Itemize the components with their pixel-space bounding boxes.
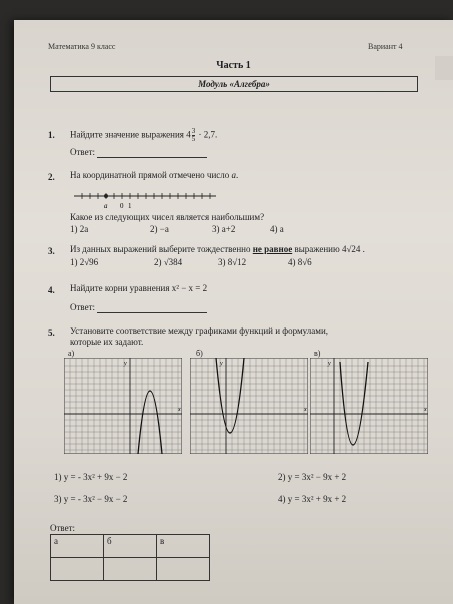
graph-b-label: б) (196, 349, 203, 358)
question-1-text (70, 128, 217, 143)
question-2-prompt: На координатной прямой отмечено число (70, 170, 230, 180)
parabola-curve (340, 362, 368, 445)
question-3-text (70, 244, 365, 254)
question-4-answer (70, 302, 207, 313)
question-5-line-1: Установите соответствие между графиками функций и формулами, (70, 326, 329, 336)
question-3-emphasis: не равное (252, 244, 293, 254)
axis-label-1: 1 (128, 202, 132, 210)
y-axis-label: y (328, 361, 331, 367)
option-2[interactable]: 2) −a (150, 224, 169, 234)
formula-2: 2) y = 3x² − 9x + 2 (278, 472, 347, 482)
question-2-text: На координатной прямой отмечено число a. (70, 170, 239, 180)
answer-line[interactable] (97, 147, 207, 158)
graph-c-label: в) (314, 349, 321, 358)
module-title: Модуль «Алгебра» (50, 76, 418, 92)
x-axis-label: x (178, 407, 181, 413)
point-a (104, 194, 108, 198)
worksheet-page (14, 20, 453, 604)
fraction-numerator: 3 (191, 127, 196, 135)
graph-a-label: а) (68, 349, 75, 358)
question-5-answer-label: Ответ: (50, 523, 76, 533)
graph-a (64, 358, 182, 454)
question-5-line-2: которые их задают. (70, 337, 144, 347)
question-2-variable: a (231, 170, 236, 180)
option-3[interactable]: 3) 8√12 (218, 257, 247, 267)
answer-table-input-row (51, 558, 210, 581)
header-subject: Математика 9 класс (48, 42, 116, 51)
axis-label-0: 0 (120, 202, 124, 210)
question-1-fraction (192, 128, 196, 143)
question-2-question: Какое из следующих чисел является наибольшим? (70, 212, 265, 222)
graph-b (190, 358, 308, 454)
header-variant: Вариант 4 (368, 42, 403, 51)
answer-table (50, 534, 210, 581)
option-4[interactable]: 4) a (270, 224, 284, 234)
part-title: Часть 1 (216, 60, 251, 71)
answer-cell-a[interactable] (51, 558, 104, 581)
x-axis-label: x (424, 407, 427, 413)
option-4[interactable]: 4) 8√6 (288, 257, 312, 267)
parabola-curve (138, 391, 162, 454)
question-3-options (70, 257, 312, 267)
y-axis-label: y (124, 361, 127, 367)
question-2-number: 2. (48, 172, 55, 182)
x-axis-label: x (304, 407, 307, 413)
fraction-denominator: 5 (191, 135, 196, 143)
answer-table-header-row (51, 535, 210, 558)
question-1-number: 1. (48, 130, 55, 140)
question-3-number: 3. (48, 246, 55, 256)
option-2[interactable]: 2) √384 (154, 257, 183, 267)
option-1[interactable]: 1) 2√96 (70, 257, 99, 267)
graph-c (310, 358, 428, 454)
formula-4: 4) y = 3x² + 9x + 2 (278, 494, 347, 504)
question-5-number: 5. (48, 328, 55, 338)
question-2-options (70, 224, 284, 234)
question-1-prompt: Найдите значение выражения (70, 129, 184, 140)
question-3-prompt-c: выражению 4√24 . (294, 244, 365, 254)
axis-label-a: a (104, 202, 108, 210)
answer-header-b: б (104, 535, 157, 558)
question-4-number: 4. (48, 285, 55, 295)
question-3-prompt-a: Из данных выражений выберите тождественно (70, 244, 251, 254)
answer-label: Ответ: (70, 302, 96, 312)
answer-header-a: а (51, 535, 104, 558)
option-3[interactable]: 3) a+2 (212, 224, 236, 234)
answer-line[interactable] (97, 302, 207, 313)
number-line (70, 188, 220, 210)
question-4-text: Найдите корни уравнения x² − x = 2 (70, 283, 208, 293)
answer-cell-c[interactable] (157, 558, 210, 581)
answer-label: Ответ: (70, 147, 96, 157)
y-axis-label: y (220, 361, 223, 367)
question-1-answer (70, 147, 207, 158)
option-1[interactable]: 1) 2a (70, 224, 89, 234)
formula-1: 1) y = - 3x² + 9x − 2 (54, 472, 128, 482)
question-1-whole: 4 (186, 129, 191, 140)
answer-cell-b[interactable] (104, 558, 157, 581)
answer-header-c: в (157, 535, 210, 558)
formula-3: 3) y = - 3x² − 9x − 2 (54, 494, 128, 504)
question-1-tail: · 2,7. (198, 129, 218, 140)
